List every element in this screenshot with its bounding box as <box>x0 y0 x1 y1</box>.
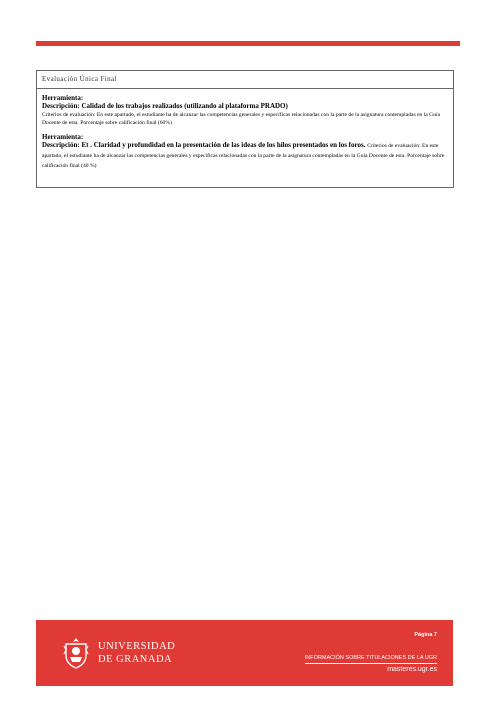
tool-item <box>42 94 447 127</box>
evaluation-table <box>36 70 454 188</box>
tool-criteria: Criterios de evaluación: En este apartado, el estudiante ha de alcanzar las competencias generales y específicas relacionadas con la parte de la asignatura contempladas en la Guía Docente de esta. Porcentaje sobre calificación final (60%) <box>42 112 441 126</box>
site-link[interactable]: masteres.ugr.es <box>387 666 437 673</box>
top-red-rule <box>36 41 460 46</box>
university-name-line1: UNIVERSIDAD <box>98 641 176 652</box>
tool-description <box>42 141 447 171</box>
tool-criteria: Criterios de evaluación: En este apartado, el estudiante ha de alcanzar las competencias generales y específicas relacionadas con la parte de la asignatura contempladas en la Guía Docente de esta. Porcentaje sobre calificación final (40 %) <box>42 143 445 169</box>
footer-info <box>305 632 437 673</box>
info-line: INFORMACIÓN SOBRE TITULACIONES DE LA UGR <box>305 655 437 664</box>
evaluation-body <box>37 89 453 171</box>
university-crest-icon <box>63 637 89 669</box>
tool-description: Descripción: Calidad de los trabajos realizados (utilizando al plataforma PRADO) <box>42 102 288 110</box>
page-footer <box>36 620 453 686</box>
tool-description-text: Descripción: Et . Claridad y profundidad en la presentación de las ideas de los hilos presentados en los foros. <box>42 141 366 149</box>
evaluation-header: Evaluación Única Final <box>37 71 453 89</box>
tool-item <box>42 133 447 171</box>
tool-heading: Herramienta: <box>42 133 84 141</box>
university-name-line2: DE GRANADA <box>98 654 173 665</box>
university-name <box>98 640 175 666</box>
page-number: Página 7 <box>414 632 437 638</box>
tool-heading: Herramienta: <box>42 94 84 102</box>
